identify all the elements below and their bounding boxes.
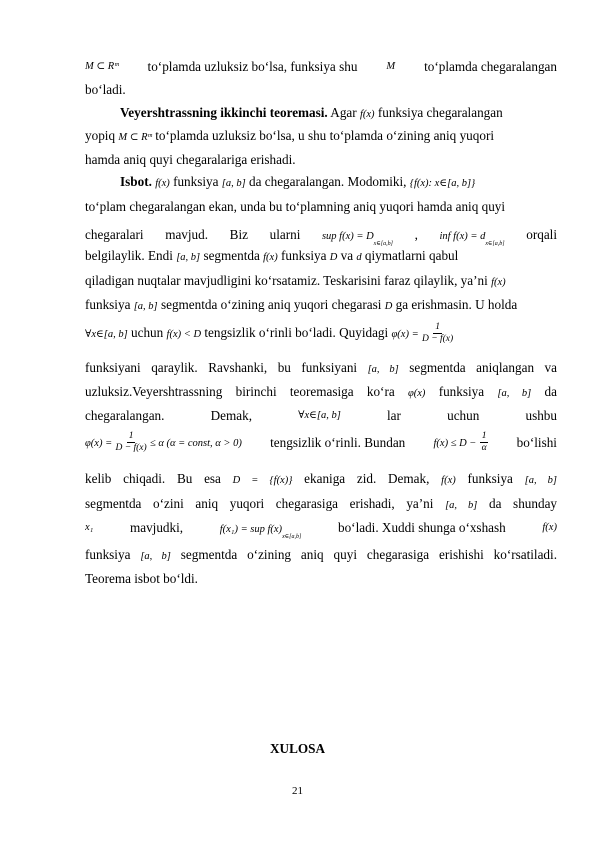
- text-run: va: [340, 248, 354, 263]
- text-run: da chegaralangan. Modomiki,: [249, 174, 407, 189]
- text-run: funksiya chegaralangan: [377, 105, 503, 120]
- text-run: qiymatlarni qabul: [364, 248, 459, 263]
- text-line: [85, 273, 557, 291]
- math-expression: [a, b]: [445, 500, 478, 511]
- text-run: lar: [387, 408, 401, 423]
- bound-expression: [434, 431, 489, 455]
- fraction: [480, 431, 489, 454]
- text-run: hamda aniq quyi chegaralariga erishadi.: [85, 152, 296, 167]
- text-run: chegaralangan.: [85, 408, 165, 423]
- text-line: [85, 297, 557, 315]
- page-number: 21: [292, 785, 303, 797]
- text-run: ularni: [269, 227, 301, 242]
- text-line: [85, 321, 557, 345]
- math-expression: f(x): [263, 252, 278, 263]
- section-heading: XULOSA: [270, 741, 325, 756]
- text-run: bo‘lishi: [516, 435, 557, 450]
- math-expression: M ⊂ Rᵐ: [118, 132, 152, 143]
- text-run: segmentda o‘zining aniq yuqori chegarasi: [160, 297, 382, 312]
- math-expression: [a, b]: [221, 178, 246, 189]
- text-run: funksiya: [85, 297, 131, 312]
- text-run: uzluksiz.Veyershtrassning birinchi teoremasiga ko‘ra: [85, 384, 395, 399]
- math-expression: φ(x) =: [85, 438, 113, 449]
- math-expression: ∀x∈[a, b]: [85, 329, 128, 340]
- text-line: [85, 59, 557, 75]
- math-expression: f(x): [359, 109, 375, 120]
- math-expression: sup f(x) = D: [321, 231, 374, 242]
- fraction-denominator: α: [481, 443, 487, 454]
- math-expression: φ(x): [407, 388, 426, 399]
- text-run: to‘plamda uzluksiz bo‘lsa, funksiya shu: [147, 59, 358, 74]
- text-run: bo‘ladi. Xuddi shunga o‘xshash: [337, 520, 506, 535]
- text-line: [85, 384, 557, 402]
- math-expression: φ(x) =: [391, 329, 419, 340]
- text-line: [85, 82, 557, 98]
- text-run: tengsizlik o‘rinli bo‘ladi. Quyidagi: [204, 325, 389, 340]
- math-expression: [a, b]: [176, 252, 201, 263]
- text-run: funksiya: [438, 384, 485, 399]
- text-run: bo‘ladi.: [85, 82, 126, 97]
- text-line: [85, 471, 557, 489]
- math-expression: f(x) ≤ D −: [433, 438, 477, 449]
- math-expression: M ⊂ Rᵐ: [85, 61, 119, 72]
- fraction-numerator: 1: [128, 431, 134, 442]
- text-run: yopiq: [85, 128, 116, 143]
- text-line: [85, 520, 557, 545]
- math-expression: [a, b]: [367, 364, 399, 375]
- text-line: [85, 152, 557, 168]
- text-run: segmentda: [203, 248, 260, 263]
- text-run: Teorema isbot bo‘ldi.: [85, 571, 198, 586]
- math-expression: D: [329, 252, 338, 263]
- text-run: da: [544, 384, 557, 399]
- text-run: segmentda aniqlangan va: [409, 360, 557, 375]
- math-expression: f(x): [491, 277, 506, 288]
- fraction-numerator: 1: [481, 431, 487, 442]
- text-run: funksiyani qaraylik. Ravshanki, bu funksiyani: [85, 360, 358, 375]
- text-run: chegaralari: [85, 227, 144, 242]
- text-line: [85, 408, 557, 424]
- math-expression: inf f(x) = d: [439, 231, 486, 242]
- proof-title: Isbot.: [120, 174, 152, 189]
- text-run: tengsizlik o‘rinli. Bundan: [270, 435, 406, 450]
- text-run: mavjudki,: [129, 520, 184, 535]
- separator: ,: [414, 227, 418, 242]
- text-run: funksiya: [173, 174, 219, 189]
- text-line: [85, 248, 557, 266]
- math-expression: ∀x∈[a, b]: [298, 410, 341, 421]
- text-line: [85, 571, 557, 587]
- fraction-denominator: D − f(x): [115, 443, 147, 454]
- phi-definition: [85, 431, 242, 455]
- text-run: to‘plamda chegaralangan: [424, 59, 557, 74]
- text-run: belgilaylik. Endi: [85, 248, 173, 263]
- math-expression: D = {f(x)}: [232, 475, 293, 486]
- text-run: ushbu: [525, 408, 557, 423]
- fraction-numerator: 1: [435, 322, 440, 333]
- sup-expression: [220, 520, 302, 545]
- text-line: [85, 128, 557, 146]
- text-line: [85, 496, 557, 514]
- math-subscript: x∈[a,b]: [373, 241, 393, 247]
- text-run: qiladigan nuqtalar mavjudligini ko‘rsatamiz. Teskarisini faraz qilaylik, ya’ni: [85, 273, 488, 288]
- text-line: [85, 547, 557, 565]
- text-run: funksiya: [85, 547, 131, 562]
- fraction: [422, 322, 453, 345]
- math-expression: f(x₁) = sup f(x): [219, 524, 283, 535]
- proof-heading-line: [120, 174, 557, 192]
- math-expression: f(x): [155, 178, 170, 189]
- math-expression: d: [356, 252, 362, 263]
- text-run: uchun: [131, 325, 164, 340]
- text-line: [85, 199, 557, 215]
- math-expression: D: [384, 301, 393, 312]
- text-run: uchun: [447, 408, 480, 423]
- fraction-denominator: D − f(x): [421, 334, 454, 345]
- math-expression: [a, b]: [133, 301, 158, 312]
- text-run: Demak,: [210, 408, 252, 423]
- text-run: kelib chiqadi. Bu esa: [85, 471, 221, 486]
- text-line: [85, 360, 557, 378]
- text-run: funksiya: [467, 471, 513, 486]
- theorem-heading-line: [120, 105, 557, 123]
- text-run: ga erishmasin. U holda: [395, 297, 518, 312]
- text-run: to‘plamda uzluksiz bo‘lsa, u shu to‘plamda o‘zining aniq yuqori: [155, 128, 495, 143]
- math-subscript: x∈[a,b]: [282, 534, 302, 540]
- math-expression: [a, b]: [497, 388, 532, 399]
- math-expression: [a, b]: [524, 475, 557, 486]
- text-run: orqali: [526, 227, 557, 242]
- math-expression: f(x): [441, 475, 456, 486]
- math-subscript: x∈[a,b]: [485, 241, 505, 247]
- text-run: funksiya: [281, 248, 327, 263]
- text-run: ekaniga zid. Demak,: [304, 471, 430, 486]
- math-expression: x₁: [85, 522, 94, 533]
- math-expression: ≤ α (α = const, α > 0): [150, 438, 242, 449]
- text-run: mavjud.: [165, 227, 209, 242]
- math-expression: M: [386, 61, 396, 72]
- text-run: da shunday: [488, 496, 557, 511]
- math-expression: f(x) < D: [166, 329, 202, 340]
- math-expression: [a, b]: [140, 551, 171, 562]
- text-run: segmentda o‘zini aniq yuqori chegarasiga erishadi, ya’ni: [85, 496, 434, 511]
- theorem-title: Veyershtrassning ikkinchi teoremasi.: [120, 105, 328, 120]
- math-expression: {f(x): x∈[a, b]}: [409, 178, 476, 189]
- fraction: [115, 431, 146, 454]
- text-run: Biz: [229, 227, 248, 242]
- text-run: segmentda o‘zining aniq quyi chegarasiga erishishi ko‘rsatiladi.: [180, 547, 557, 562]
- text-run: Agar: [330, 105, 357, 120]
- text-run: to‘plam chegaralangan ekan, unda bu to‘plamning aniq yuqori hamda aniq quyi: [85, 199, 506, 214]
- text-line: [85, 431, 557, 455]
- math-expression: f(x): [542, 522, 557, 533]
